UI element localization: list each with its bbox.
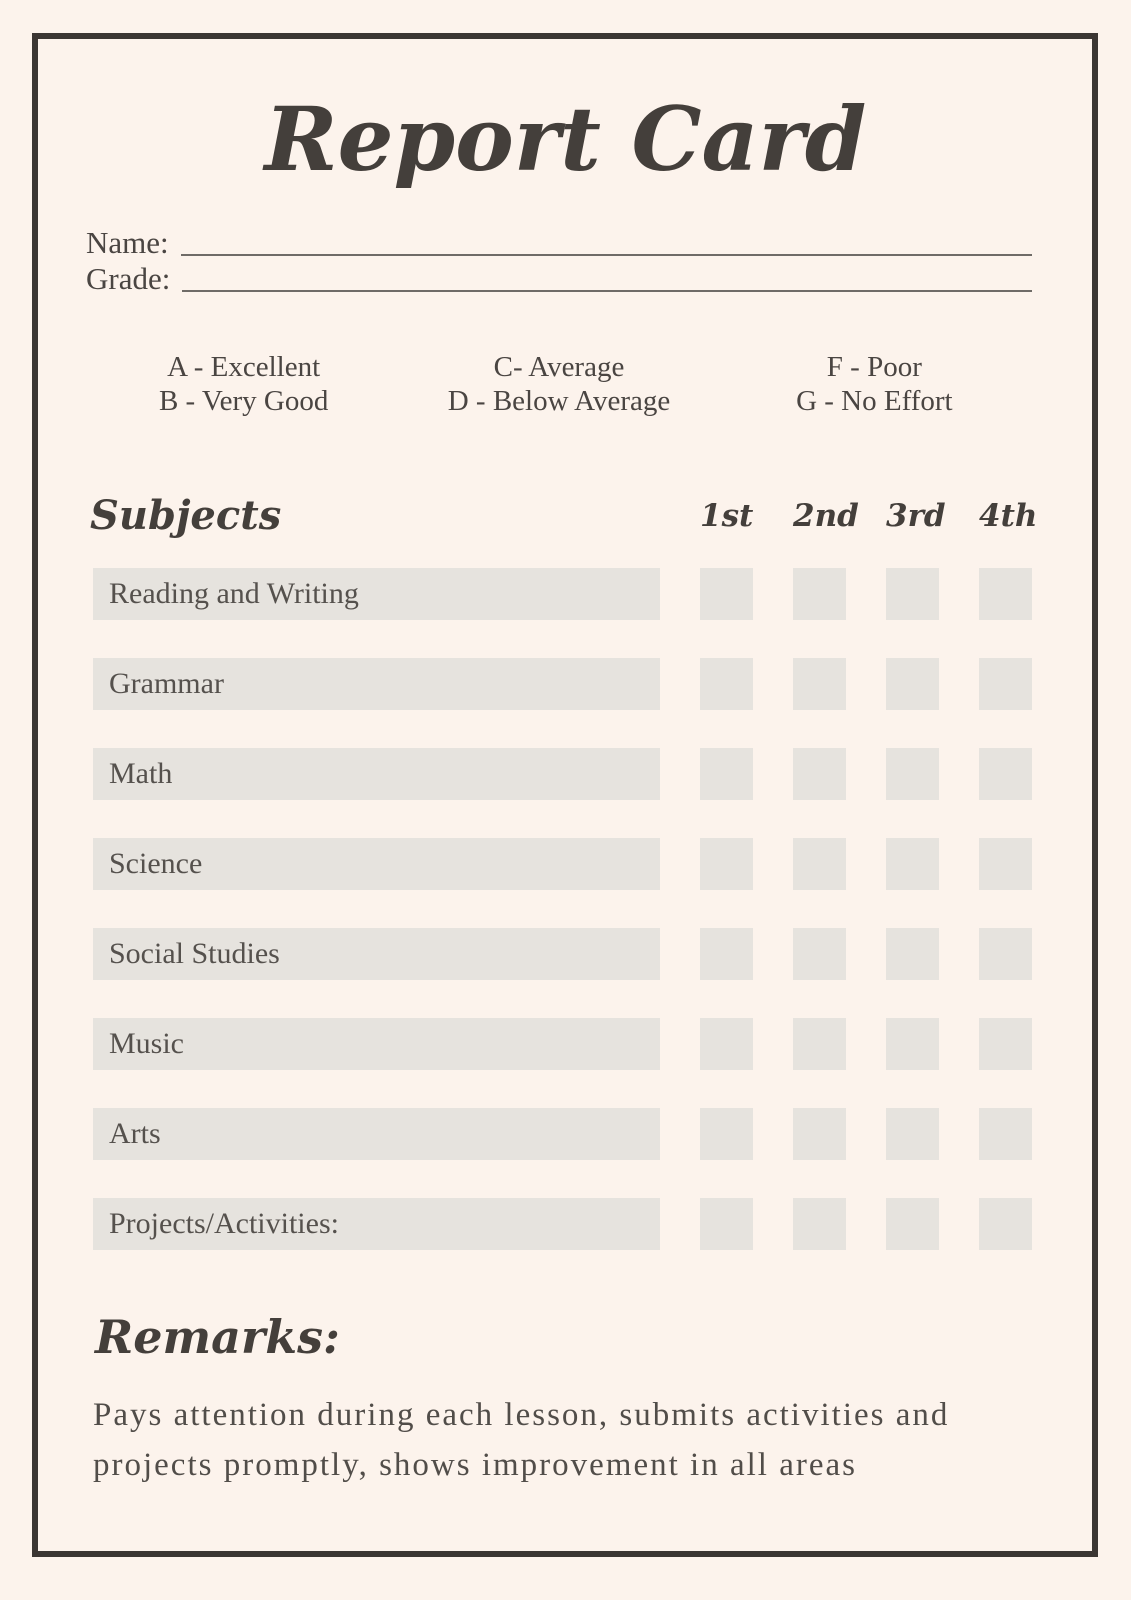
subject-label: Projects/Activities: <box>109 1207 339 1240</box>
grade-cell[interactable] <box>979 568 1032 620</box>
subject-label: Arts <box>109 1117 161 1150</box>
subject-bar <box>93 568 660 620</box>
grade-cell[interactable] <box>700 1198 753 1250</box>
grade-cell[interactable] <box>700 928 753 980</box>
table-row <box>93 1018 1032 1070</box>
grade-cell[interactable] <box>793 838 846 890</box>
page-title: Report Card <box>264 87 867 191</box>
grade-cell[interactable] <box>700 568 753 620</box>
grade-cell[interactable] <box>979 1018 1032 1070</box>
grade-cell[interactable] <box>700 748 753 800</box>
remarks-text <box>93 1390 1033 1490</box>
grade-cell[interactable] <box>886 568 939 620</box>
table-row <box>93 838 1032 890</box>
grades-table <box>93 568 1032 1250</box>
name-input-line[interactable] <box>181 254 1032 256</box>
table-row <box>93 748 1032 800</box>
subject-bar <box>93 658 660 710</box>
quarter-header-3rd: 3rd <box>886 498 946 534</box>
table-row <box>93 1108 1032 1160</box>
table-row <box>93 568 1032 620</box>
grade-cell[interactable] <box>979 658 1032 710</box>
subject-bar <box>93 838 660 890</box>
subject-label: Grammar <box>109 667 224 700</box>
grade-cell[interactable] <box>886 1018 939 1070</box>
remarks-line-1: Pays attention during each lesson, submits activities and <box>93 1397 950 1433</box>
subjects-column-header: Subjects <box>90 492 282 539</box>
subject-bar <box>93 1108 660 1160</box>
grade-cell[interactable] <box>886 838 939 890</box>
grade-cell[interactable] <box>793 928 846 980</box>
grade-cell[interactable] <box>979 838 1032 890</box>
subject-label: Science <box>109 847 203 880</box>
grade-cell[interactable] <box>886 1108 939 1160</box>
legend-item: F - Poor <box>826 351 922 383</box>
grade-cell[interactable] <box>979 1198 1032 1250</box>
quarters-header-row <box>700 494 1038 538</box>
grade-cell[interactable] <box>793 1198 846 1250</box>
subject-label: Music <box>109 1027 184 1060</box>
legend-item: A - Excellent <box>167 351 321 383</box>
legend-column-1 <box>86 350 401 418</box>
grade-cell[interactable] <box>700 838 753 890</box>
name-label: Name: <box>86 225 169 260</box>
grade-cell[interactable] <box>979 748 1032 800</box>
grade-cell[interactable] <box>793 1108 846 1160</box>
quarter-header-1st: 1st <box>700 498 754 534</box>
subject-label: Social Studies <box>109 937 280 970</box>
table-row <box>93 928 1032 980</box>
grading-legend <box>86 350 1032 418</box>
subject-label: Math <box>109 757 173 790</box>
grade-field-row <box>86 263 1032 295</box>
grade-cell[interactable] <box>886 1198 939 1250</box>
table-row <box>93 1198 1032 1250</box>
remarks-line-2: projects promptly, shows improvement in all areas <box>93 1447 857 1483</box>
grade-cell[interactable] <box>700 1108 753 1160</box>
grade-input-line[interactable] <box>182 290 1032 292</box>
remarks-heading: Remarks: <box>95 1310 340 1364</box>
quarter-header-4th: 4th <box>979 498 1038 534</box>
legend-item: D - Below Average <box>447 385 671 417</box>
subject-bar <box>93 928 660 980</box>
legend-column-2 <box>401 350 716 418</box>
quarter-header-2nd: 2nd <box>793 498 859 534</box>
table-row <box>93 658 1032 710</box>
subject-label: Reading and Writing <box>109 577 359 610</box>
grade-cell[interactable] <box>700 1018 753 1070</box>
legend-column-3 <box>717 350 1032 418</box>
subject-bar <box>93 1198 660 1250</box>
legend-item: G - No Effort <box>796 385 953 417</box>
grade-cell[interactable] <box>886 928 939 980</box>
grade-cell[interactable] <box>979 928 1032 980</box>
grade-cell[interactable] <box>793 1018 846 1070</box>
subject-bar <box>93 748 660 800</box>
grade-cell[interactable] <box>886 748 939 800</box>
legend-item: B - Very Good <box>158 385 329 417</box>
grade-cell[interactable] <box>793 568 846 620</box>
name-field-row <box>86 227 1032 259</box>
legend-item: C- Average <box>493 351 625 383</box>
grade-cell[interactable] <box>979 1108 1032 1160</box>
subject-bar <box>93 1018 660 1070</box>
grade-cell[interactable] <box>700 658 753 710</box>
grade-cell[interactable] <box>793 748 846 800</box>
grade-cell[interactable] <box>793 658 846 710</box>
grade-label: Grade: <box>86 261 171 296</box>
grade-cell[interactable] <box>886 658 939 710</box>
